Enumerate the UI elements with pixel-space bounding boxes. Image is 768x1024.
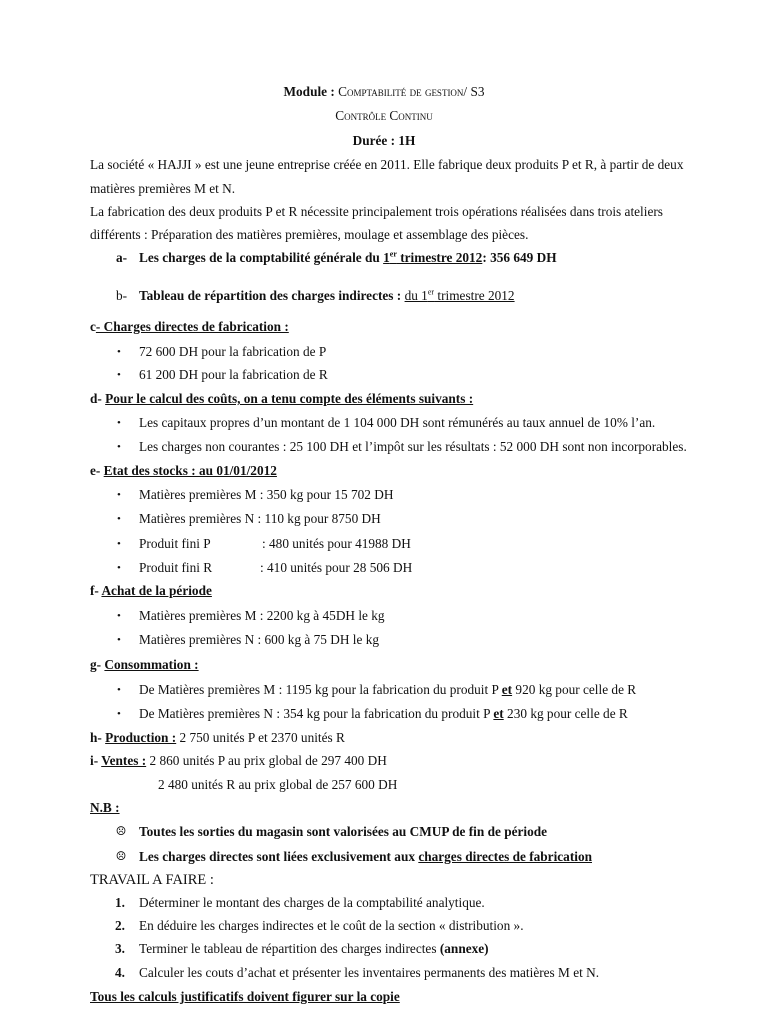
section-g-item-1-before: De Matières premières M : 1195 kg pour la fabrication du produit P bbox=[139, 682, 502, 697]
section-f-heading bbox=[90, 583, 212, 599]
document-title: Contrôle Continu bbox=[335, 108, 433, 123]
section-e-item-3-value: : 480 unités pour 41988 DH bbox=[262, 536, 411, 551]
section-g-prefix: g- bbox=[90, 657, 105, 672]
section-d-heading bbox=[90, 391, 473, 407]
section-b-text2: du 1 bbox=[404, 288, 428, 303]
section-c-prefix: c bbox=[90, 319, 96, 334]
section-d-item-2: Les charges non courantes : 25 100 DH et l’impôt sur les résultats : 52 000 DH sont non incorporables. bbox=[139, 439, 687, 454]
travail-item-3-text bbox=[139, 941, 489, 957]
nb-item-1: Toutes les sorties du magasin sont valorisées au CMUP de fin de période bbox=[139, 824, 548, 839]
section-e-title: Etat des stocks : au 01/01/2012 bbox=[103, 463, 277, 478]
section-a-underlined bbox=[383, 250, 482, 265]
section-a-text3: trimestre 2012 bbox=[396, 250, 483, 265]
section-g-item-2-et: et bbox=[493, 706, 504, 721]
section-e-item-3-label: Produit fini P bbox=[139, 536, 211, 551]
section-a-sup: er bbox=[389, 249, 397, 259]
bullet-icon bbox=[117, 487, 127, 503]
bullet-icon bbox=[117, 415, 127, 431]
travail-item-3-number: 3. bbox=[115, 941, 125, 956]
intro-p1-line2: matières premières M et N. bbox=[90, 181, 236, 196]
section-g-item-2 bbox=[139, 706, 628, 722]
bullet-icon bbox=[117, 344, 127, 360]
section-f-prefix: f- bbox=[90, 583, 102, 598]
section-b-underlined bbox=[405, 288, 515, 303]
travail-item-1-text: Déterminer le montant des charges de la comptabilité analytique. bbox=[139, 895, 485, 910]
travail-item-4-number: 4. bbox=[115, 965, 125, 980]
section-c-item-2: 61 200 DH pour la fabrication de R bbox=[139, 367, 328, 382]
travail-item-1-number: 1. bbox=[115, 895, 125, 910]
module-line bbox=[0, 84, 768, 100]
duration: Durée : 1H bbox=[352, 133, 416, 148]
travail-title: TRAVAIL A FAIRE bbox=[90, 872, 207, 888]
travail-item-2-number: 2. bbox=[115, 918, 125, 933]
section-a-text1: Les charges de la comptabilité générale du bbox=[139, 250, 384, 265]
section-a-text4: : 356 649 DH bbox=[482, 250, 557, 265]
section-b-sup: er bbox=[427, 287, 435, 297]
section-b-text3: trimestre 2012 bbox=[434, 288, 515, 303]
section-g-item-2-before: De Matières premières N : 354 kg pour la fabrication du produit P bbox=[139, 706, 494, 721]
intro-p1-line1: La société « HAJJI » est une jeune entreprise créée en 2011. Elle fabrique deux produits P et R, à partir de deux bbox=[90, 157, 684, 172]
section-d-prefix: d- bbox=[90, 391, 106, 406]
travail-item-3-plain: Terminer le tableau de répartition des charges indirectes bbox=[139, 941, 440, 956]
bullet-icon bbox=[117, 511, 127, 527]
travail-item-4-text: Calculer les couts d’achat et présenter les inventaires permanents des matières M et N. bbox=[139, 965, 600, 980]
section-a-text bbox=[139, 250, 557, 266]
travail-heading bbox=[90, 872, 214, 888]
section-d-item-1: Les capitaux propres d’un montant de 1 104 000 DH sont rémunérés au taux annuel de 10% l’an. bbox=[139, 415, 656, 430]
section-g-item-1 bbox=[139, 682, 636, 698]
section-c-heading bbox=[90, 319, 289, 335]
travail-footer: Tous les calculs justificatifs doivent figurer sur la copie bbox=[90, 989, 400, 1004]
bullet-icon bbox=[117, 706, 127, 722]
section-b-prefix: b- bbox=[116, 288, 128, 303]
travail-colon: : bbox=[206, 872, 214, 888]
section-e-prefix: e- bbox=[90, 463, 104, 478]
nb-title: N.B : bbox=[90, 800, 120, 815]
section-a-text2: 1 bbox=[383, 250, 390, 265]
travail-item-3-bold: (annexe) bbox=[439, 941, 489, 956]
section-g-item-1-et: et bbox=[501, 682, 513, 697]
intro-p2-line1: La fabrication des deux produits P et R nécessite principalement trois opérations réalisées dans trois ateliers bbox=[90, 204, 663, 219]
bullet-icon bbox=[117, 536, 127, 552]
nb-item-2-text: Les charges directes sont liées exclusivement aux bbox=[139, 849, 419, 864]
nb-item-2-underlined: charges directes de fabrication bbox=[418, 849, 592, 864]
section-b-text1: Tableau de répartition des charges indirectes : bbox=[139, 288, 405, 303]
section-h-title: Production : bbox=[105, 730, 177, 745]
section-h-line bbox=[90, 730, 345, 746]
section-h-prefix: h- bbox=[90, 730, 106, 745]
section-e-item-4-value: : 410 unités pour 28 506 DH bbox=[260, 560, 413, 575]
module-value: Comptabilité de gestion/ S3 bbox=[334, 84, 485, 99]
section-f-title: Achat de la période bbox=[101, 583, 212, 598]
bullet-icon bbox=[117, 439, 127, 455]
section-d-title: Pour le calcul des coûts, on a tenu compte des éléments suivants : bbox=[105, 391, 474, 406]
section-i-text1: 2 860 unités P au prix global de 297 400 DH bbox=[146, 753, 387, 768]
module-label: Module : bbox=[283, 84, 335, 99]
section-g-item-2-after: 230 kg pour celle de R bbox=[503, 706, 628, 721]
section-i-line2: 2 480 unités R au prix global de 257 600 DH bbox=[158, 777, 398, 792]
section-e-heading bbox=[90, 463, 277, 479]
bullet-icon bbox=[117, 608, 127, 624]
section-i-prefix: i- bbox=[90, 753, 102, 768]
section-e-item-1: Matières premières M : 350 kg pour 15 702 DH bbox=[139, 487, 394, 502]
section-i-line1 bbox=[90, 753, 387, 769]
frown-icon: ☹ bbox=[115, 824, 127, 838]
bullet-icon bbox=[117, 367, 127, 383]
travail-item-2-text: En déduire les charges indirectes et le coût de la section « distribution ». bbox=[139, 918, 524, 933]
section-e-item-2: Matières premières N : 110 kg pour 8750 DH bbox=[139, 511, 381, 526]
section-c-title: - Charges directes de fabrication : bbox=[95, 319, 289, 334]
section-c-item-1: 72 600 DH pour la fabrication de P bbox=[139, 344, 327, 359]
frown-icon: ☹ bbox=[115, 849, 127, 863]
section-g-heading bbox=[90, 657, 199, 673]
bullet-icon bbox=[117, 632, 127, 648]
section-b-text bbox=[139, 288, 515, 304]
nb-item-2 bbox=[139, 849, 592, 865]
section-g-title: Consommation : bbox=[104, 657, 199, 672]
bullet-icon bbox=[117, 560, 127, 576]
section-h-text: 2 750 unités P et 2370 unités R bbox=[176, 730, 345, 745]
section-f-item-2: Matières premières N : 600 kg à 75 DH le kg bbox=[139, 632, 380, 647]
bullet-icon bbox=[117, 682, 127, 698]
section-g-item-1-after: 920 kg pour celle de R bbox=[512, 682, 637, 697]
section-a-prefix: a- bbox=[116, 250, 128, 265]
section-f-item-1: Matières premières M : 2200 kg à 45DH le kg bbox=[139, 608, 385, 623]
section-i-title: Ventes : bbox=[101, 753, 147, 768]
section-e-item-4-label: Produit fini R bbox=[139, 560, 213, 575]
intro-p2-line2: différents : Préparation des matières premières, moulage et assemblage des pièces. bbox=[90, 227, 529, 242]
